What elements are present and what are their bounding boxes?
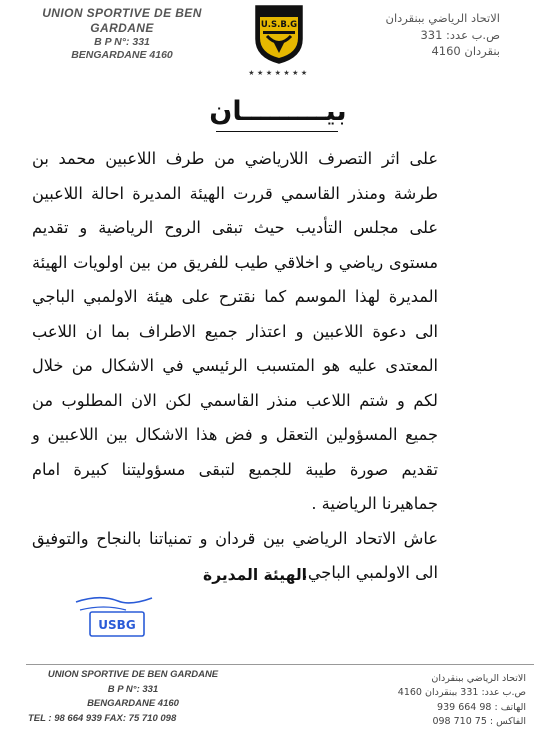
footer-city-latin: BENGARDANE 4160 xyxy=(87,698,179,710)
footer-fax-arabic: الفاكس : 75 710 098 xyxy=(432,715,526,727)
document-body xyxy=(32,142,438,591)
footer-club-name-arabic: الاتحاد الرياضي ببنقردان xyxy=(431,673,526,684)
postal-box-arabic: ص.ب عدد: 331 xyxy=(420,27,500,42)
stamp-text: USBG xyxy=(98,618,136,632)
logo-text: U.S.B.G xyxy=(260,20,298,30)
logo-stars: ★★★★★★★ xyxy=(248,69,310,77)
footer-latin-block xyxy=(28,668,238,727)
postal-box-latin: B P N°: 331 xyxy=(94,36,150,48)
city-line-latin xyxy=(32,49,212,62)
document-title: بيـــــــــان xyxy=(209,96,347,127)
footer-divider xyxy=(26,664,534,665)
signature-label: الهيئة المديرة xyxy=(203,566,307,584)
footer-postal-box-arabic: ص.ب عدد: 331 ببنقردان 4160 xyxy=(397,687,526,699)
club-crest-icon xyxy=(253,3,305,65)
club-name-latin: UNION SPORTIVE DE BEN GARDANE xyxy=(42,6,202,35)
header-latin-block xyxy=(32,6,212,62)
city-latin: BENGARDANE xyxy=(71,49,147,62)
paragraph-main: على اثر التصرف اللارياضي من طرف اللاعبين محمد بن طرشة ومنذر القاسمي قررت الهيئة المديرة احالة اللاعبين على مجلس التأديب حيث تبقى الروح الرياضية و تقديم مستوى رياضي و اخلاقي طيب للفريق من بين اولويات الهيئة المديرة لهذا الموسم كما نقترح على هيئة الاولمبي الباجي الى دعوة اللاعبين و اعتذار جميع الاطراف بما ان اللاعب المعتدى عليه هو المتسبب الرئيسي في الاشكال من خلال لكم و شتم اللاعب منذر القاسمي لكن الان المطلوب من جميع المسؤولين التعقل و فض هذا الاشكال بين اللاعبين و تقديم صورة طيبة للجميع لتبقى مسؤوليتنا كبيرة امام جماهيرنا الرياضية . xyxy=(32,149,438,513)
footer-postal-box-latin: B P N°: 331 xyxy=(107,683,159,695)
title-underline xyxy=(216,131,338,132)
postal-code-latin: 4160 xyxy=(149,49,173,62)
city-line-arabic: بنقردان 4160 xyxy=(431,44,500,59)
footer-arabic-block xyxy=(346,672,526,729)
paragraph-closing: عاش الاتحاد الرياضي بين قردان و تمنياتنا بالنجاح والتوفيق الى الاولمبي الباجي. xyxy=(32,528,438,582)
footer-phone-arabic: الهاتف : 98 664 939 xyxy=(437,701,526,713)
stamp-icon xyxy=(70,592,158,640)
footer-club-name-latin: UNION SPORTIVE DE BEN GARDANE xyxy=(47,669,219,680)
footer-contact-latin: TEL : 98 664 939 FAX: 75 710 098 xyxy=(28,713,177,725)
club-logo xyxy=(248,3,310,77)
header-arabic-block xyxy=(310,10,500,60)
official-stamp xyxy=(70,592,158,644)
club-name-arabic: الاتحاد الرياضي ببنقردان xyxy=(385,11,500,25)
